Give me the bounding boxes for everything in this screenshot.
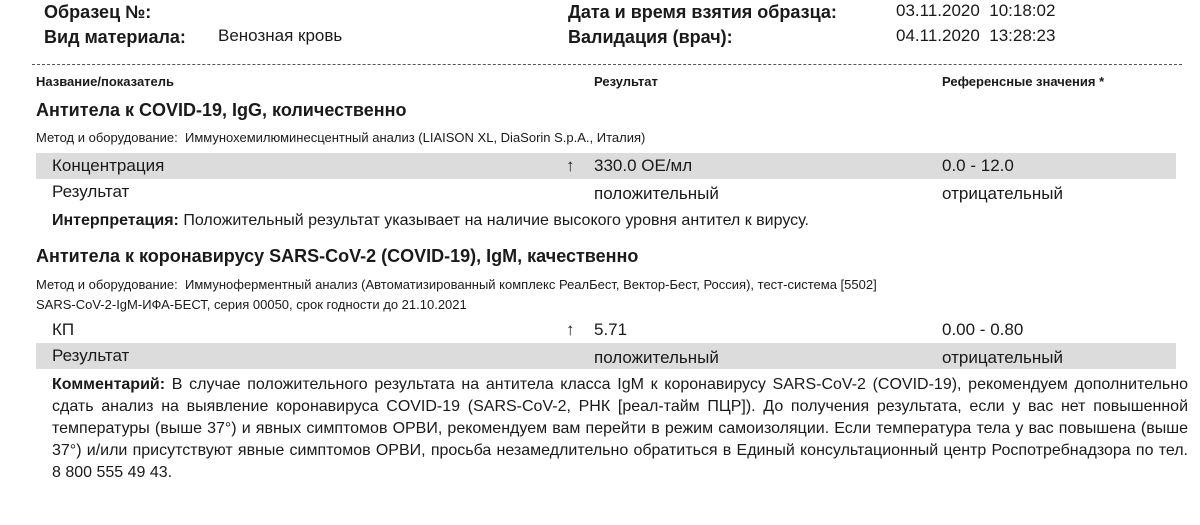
- row-result: 330.0 ОЕ/мл: [594, 156, 693, 175]
- test2-method-line2: SARS-CoV-2-IgM-ИФА-БЕСТ, серия 00050, срок годности до 21.10.2021: [36, 297, 467, 312]
- table-row: [36, 153, 1176, 179]
- material-value: Венозная кровь: [218, 26, 343, 45]
- column-result-header: Результат: [594, 74, 658, 89]
- row-result: положительный: [594, 348, 719, 367]
- test1-method: [36, 130, 645, 145]
- table-row: [36, 343, 1176, 369]
- interpretation-label: Интерпретация:: [52, 212, 179, 229]
- table-row: [36, 179, 1176, 205]
- table-row: [36, 317, 1176, 343]
- row-reference: 0.0 - 12.0: [942, 156, 1014, 175]
- validation-value: 04.11.2020 13:28:23: [896, 26, 1056, 45]
- sample-number-label: Образец №:: [44, 2, 152, 22]
- row-name: КП: [52, 320, 75, 339]
- high-flag-icon: ↑: [566, 320, 575, 339]
- test2-title: Антитела к коронавирусу SARS-CoV-2 (COVID-19), IgM, качественно: [36, 246, 639, 266]
- test2-method-value: Иммуноферментный анализ (Автоматизированный комплекс РеалБест, Вектор-Бест, Россия), тест-система [5502]: [184, 277, 877, 292]
- test1-method-label: Метод и оборудование:: [36, 130, 178, 145]
- test2-method: [36, 277, 877, 292]
- row-result: 5.71: [594, 320, 628, 339]
- row-name: Результат: [52, 182, 130, 201]
- sample-datetime-label: Дата и время взятия образца:: [568, 2, 837, 22]
- test2-method-label: Метод и оборудование:: [36, 277, 178, 292]
- high-flag-icon: ↑: [566, 156, 575, 175]
- material-label: Вид материала:: [44, 27, 186, 47]
- row-reference: отрицательный: [942, 348, 1064, 367]
- interpretation-text: Положительный результат указывает на наличие высокого уровня антител к вирусу.: [183, 212, 809, 229]
- test1-title: Антитела к COVID-19, IgG, количественно: [36, 100, 407, 120]
- row-reference: отрицательный: [942, 184, 1064, 203]
- test2-comment: [52, 374, 1188, 484]
- row-reference: 0.00 - 0.80: [942, 320, 1024, 339]
- sample-datetime-value: 03.11.2020 10:18:02: [896, 1, 1056, 20]
- row-name: Результат: [52, 346, 130, 365]
- validation-label: Валидация (врач):: [568, 27, 733, 47]
- test1-method-value: Иммунохемилюминесцентный анализ (LIAISON XL, DiaSorin S.p.A., Италия): [184, 130, 646, 145]
- column-reference-header: Референсные значения *: [942, 74, 1105, 89]
- row-result: положительный: [594, 184, 719, 203]
- test1-interpretation: [52, 212, 809, 230]
- comment-label: Комментарий:: [52, 376, 166, 393]
- row-name: Концентрация: [52, 156, 165, 175]
- comment-text: В случае положительного результата на антитела класса IgM к коронавирусу SARS-CoV-2 (COVID-19), рекомендуем дополнительно сдать анализ на выявление коронавируса COVID-19 (SARS-CoV-2, РНК [реал-тайм ПЦР]). До получения результата, если у вас нет повышенной температуры (выше 37°) и явных симптомов ОРВИ, рекомендуем вам перейти в режим самоизоляции. Если температура тела у вас повышена (выше 37°) и/или присутствуют явные симптомов ОРВИ, просьба незамедлительно обратиться в Единый консультационный центр Роспотребнадзора по тел. 8 800 555 49 43.: [52, 376, 1189, 481]
- column-name-header: Название/показатель: [36, 74, 175, 89]
- header-divider: [32, 64, 1182, 65]
